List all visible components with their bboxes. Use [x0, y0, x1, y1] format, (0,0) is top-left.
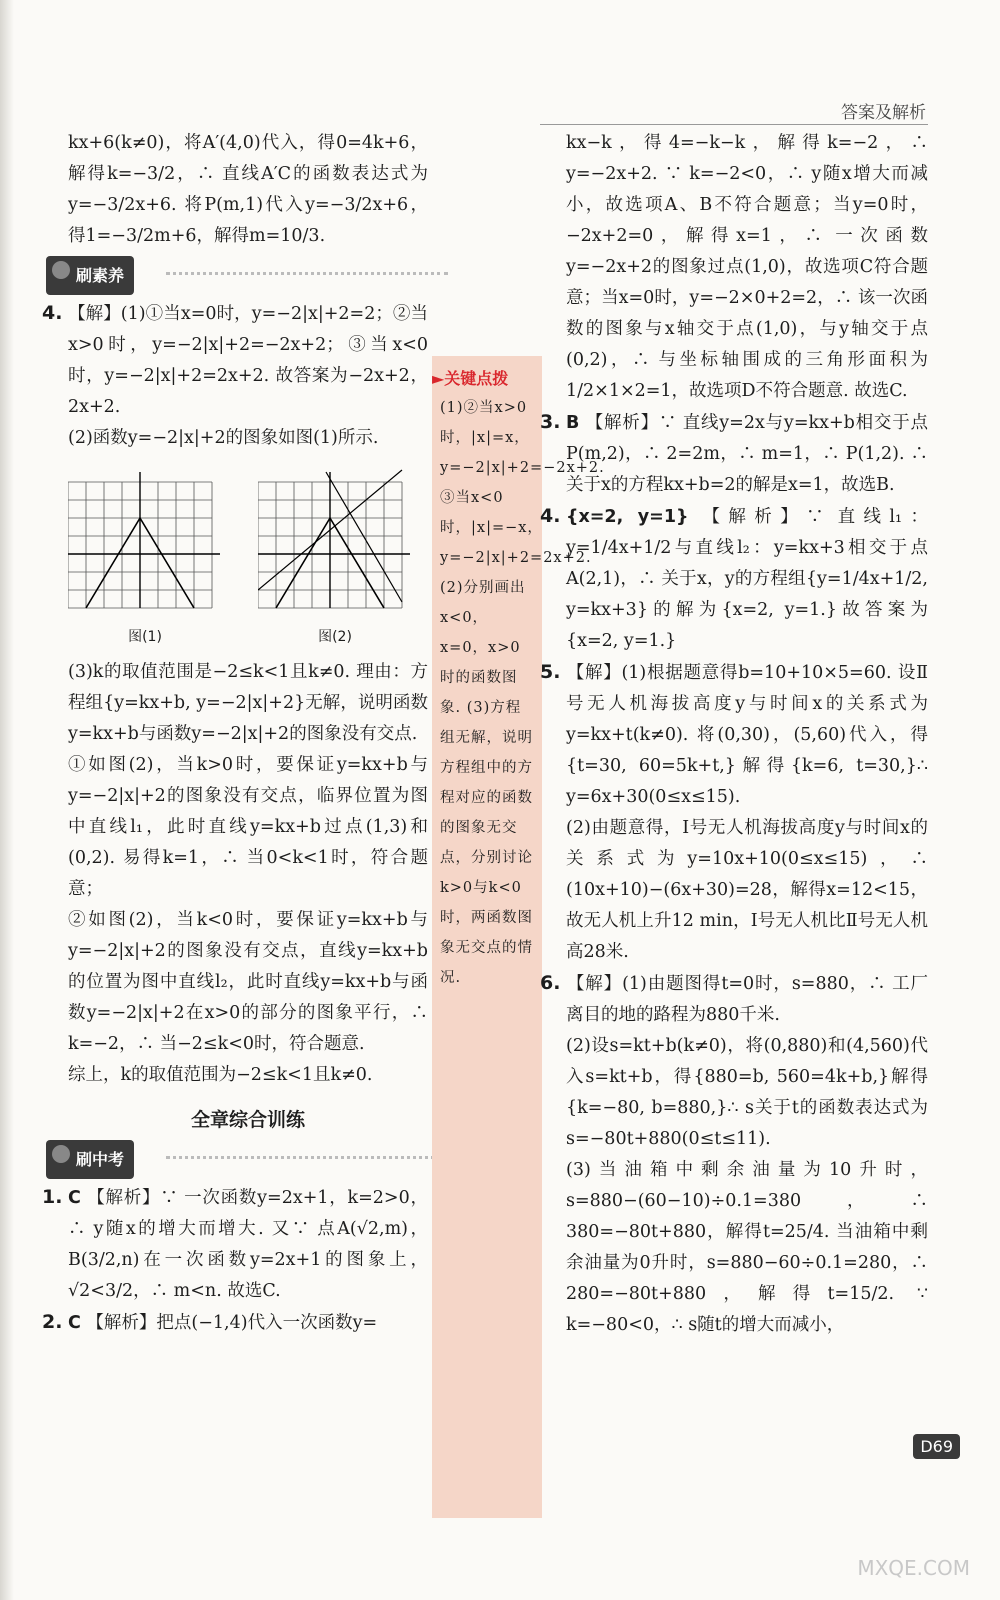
question-6: [540, 968, 928, 1031]
sidebar-title: ►关键点拨: [432, 369, 509, 388]
figure-1-grid: [68, 468, 222, 622]
banner-shuazhongkao: [46, 1140, 428, 1176]
question-4: [42, 298, 428, 423]
answer-letter: C: [68, 1313, 81, 1333]
question-5: [540, 657, 928, 813]
question-4-part-2: (2)函数y=−2|x|+2的图象如图(1)所示.: [68, 428, 379, 448]
question-5-part-1: 【解】(1)根据题意得b=10+10×5=60. 设Ⅱ号无人机海拔高度y与时间x的关系式为y=kx+t(k≠0). 将(0,30)，(5,60)代入，得{t=30, 60=5k+t,}解得{k=6, t=30,}∴ y=6x+30(0≤x≤15).: [566, 663, 928, 807]
answer-system: {x=2, y=1}: [566, 507, 689, 527]
footer-watermark: MXQE.COM: [857, 1556, 970, 1580]
figure-1-caption: 图(1): [128, 629, 162, 645]
question-4-part-6: 综上，k的取值范围为−2≤k<1且k≠0.: [68, 1065, 373, 1085]
question-4-right-text: 【解析】∵ 直线l₁：y=1/4x+1/2与直线l₂：y=kx+3相交于点A(2,1)，∴ 关于x，y的方程组{y=1/4x+1/2, y=kx+3}的解为{x=2, y=1.}故答案为{x=2, y=1.}: [566, 507, 928, 651]
question-number: 1.: [42, 1186, 63, 1208]
figure-1: [68, 468, 222, 653]
banner-tag: [46, 1140, 134, 1179]
page-edge-shadow: [0, 0, 14, 1600]
section-title: 全章综合训练: [190, 1109, 305, 1131]
answer-letter: C: [68, 1188, 81, 1208]
figure-2: [258, 468, 412, 653]
question-4-part-4: ①如图(2)，当k>0时，要保证y=kx+b与y=−2|x|+2的图象没有交点，临界位置为图中直线l₁，此时直线y=kx+b过点(1,3)和(0,2). 易得k=1，∴ 当0<k<1时，符合题意；: [68, 755, 428, 899]
left-column: [42, 128, 428, 1339]
question-5-part-2: (2)由题意得，Ⅰ号无人机海拔高度y与时间x的关系式为y=10x+10(0≤x≤15)，∴ (10x+10)−(6x+30)=28，解得x=12<15，故无人机上升12 min，Ⅰ号无人机比Ⅱ号无人机高28米.: [566, 818, 928, 962]
banner-label: 刷中考: [76, 1150, 125, 1169]
question-3-text: 【解析】∵ 直线y=2x与y=kx+b相交于点P(m,2)，∴ 2=2m，∴ m=1，∴ P(1,2). ∴ 关于x的方程kx+b=2的解是x=1，故选B.: [566, 413, 928, 495]
answer-letter: B: [566, 413, 580, 433]
question-number: 2.: [42, 1311, 63, 1333]
question-2-text: 【解析】把点(−1,4)代入一次函数y=: [86, 1313, 378, 1333]
right-column: [540, 128, 928, 1341]
question-4-right: [540, 501, 928, 657]
sidebar-text: (1)②当x>0时，|x|=x，y=−2|x|+2=−2x+2. ③当x<0时，|x|=−x，y=−2|x|+2=2x+2. (2)分别画出x<0，x=0，x>0时的函数图象. (3)方程组无解，说明方程组中的方程对应的函数的图象无交点，分别讨论k>0与k<0时，两函数图象无交点的情况.: [440, 400, 605, 986]
question-6-part-2: (2)设s=kt+b(k≠0)，将(0,880)和(4,560)代入s=kt+b，得{880=b, 560=4k+b,}解得{k=−80, b=880,}∴ s关于t的函数表达式为s=−80t+880(0≤t≤11).: [566, 1036, 928, 1149]
question-number: 5.: [540, 661, 561, 683]
question-number: 4.: [540, 505, 561, 527]
page-number: D69: [913, 1434, 960, 1459]
figure-2-caption: 图(2): [318, 629, 352, 645]
question-1-text: 【解析】∵ 一次函数y=2x+1，k=2>0，∴ y随x的增大而增大. 又∵ 点A(√2,m)，B(3/2,n)在一次函数y=2x+1的图象上，√2<3/2，∴ m<n. 故选C.: [68, 1188, 428, 1301]
question-number: 6.: [540, 972, 561, 994]
question-3: [540, 407, 928, 501]
badge-icon: [52, 261, 70, 279]
question-4-part-5: ②如图(2)，当k<0时，要保证y=kx+b与y=−2|x|+2的图象没有交点，直线y=kx+b的位置为图中直线l₂，此时直线y=kx+b与函数y=−2|x|+2在x>0的部分的图象平行，∴ k=−2，∴ 当−2≤k<0时，符合题意.: [68, 910, 428, 1054]
left-paragraph-1: kx+6(k≠0)，将A′(4,0)代入，得0=4k+6，解得k=−3/2，∴ 直线A′C的函数表达式为y=−3/2x+6. 将P(m,1)代入y=−3/2x+6，得1=−3/2m+6，解得m=10/3.: [68, 133, 428, 246]
question-number: 4.: [42, 302, 63, 324]
figure-row: [68, 468, 428, 653]
question-6-part-3: (3)当油箱中剩余油量为10升时，s=880−(60−10)÷0.1=380，∴ 380=−80t+880，解得t=25/4. 当油箱中剩余油量为0升时，s=880−60÷0.1=280，∴ 280=−80t+880，解得t=15/2. ∵ k=−80<0，∴ s随t的增大而减小，: [566, 1160, 928, 1335]
banner-shusuyang: [46, 256, 428, 292]
banner-tag: [46, 256, 134, 295]
question-2: [42, 1307, 428, 1339]
right-paragraph-1: kx−k，得4=−k−k，解得k=−2，∴ y=−2x+2. ∵ k=−2<0，∴ y随x增大而减小，故选项A、B不符合题意；当y=0时，−2x+2=0，解得x=1，∴ 一次函数y=−2x+2的图象过点(1,0)，故选项C符合题意；当x=0时，y=−2×0+2=2，∴ 该一次函数的图象与x轴交于点(1,0)，与y轴交于点(0,2)，∴ 与坐标轴围成的三角形面积为1/2×1×2=1，故选项D不符合题意. 故选C.: [566, 133, 928, 401]
header-rule: [540, 124, 928, 125]
badge-icon: [52, 1145, 70, 1163]
key-point-sidebar: [432, 356, 605, 1518]
question-6-part-1: 【解】(1)由题图得t=0时，s=880，∴ 工厂离目的地的路程为880千米.: [566, 974, 928, 1025]
question-number: 3.: [540, 411, 561, 433]
page-header: 答案及解析: [841, 103, 926, 123]
banner-label: 刷素养: [76, 266, 125, 285]
question-4-part-3: (3)k的取值范围是−2≤k<1且k≠0. 理由：方程组{y=kx+b, y=−2|x|+2}无解，说明函数y=kx+b与函数y=−2|x|+2的图象没有交点.: [68, 662, 428, 744]
figure-2-grid: [258, 468, 412, 622]
banner-dotted-rule: [166, 1156, 448, 1159]
banner-dotted-rule: [166, 272, 448, 275]
question-1: [42, 1182, 428, 1307]
question-4-part-1: 【解】(1)①当x=0时，y=−2|x|+2=2；②当x>0时，y=−2|x|+2=−2x+2；③当x<0时，y=−2|x|+2=2x+2. 故答案为−2x+2，2x+2.: [68, 304, 428, 417]
